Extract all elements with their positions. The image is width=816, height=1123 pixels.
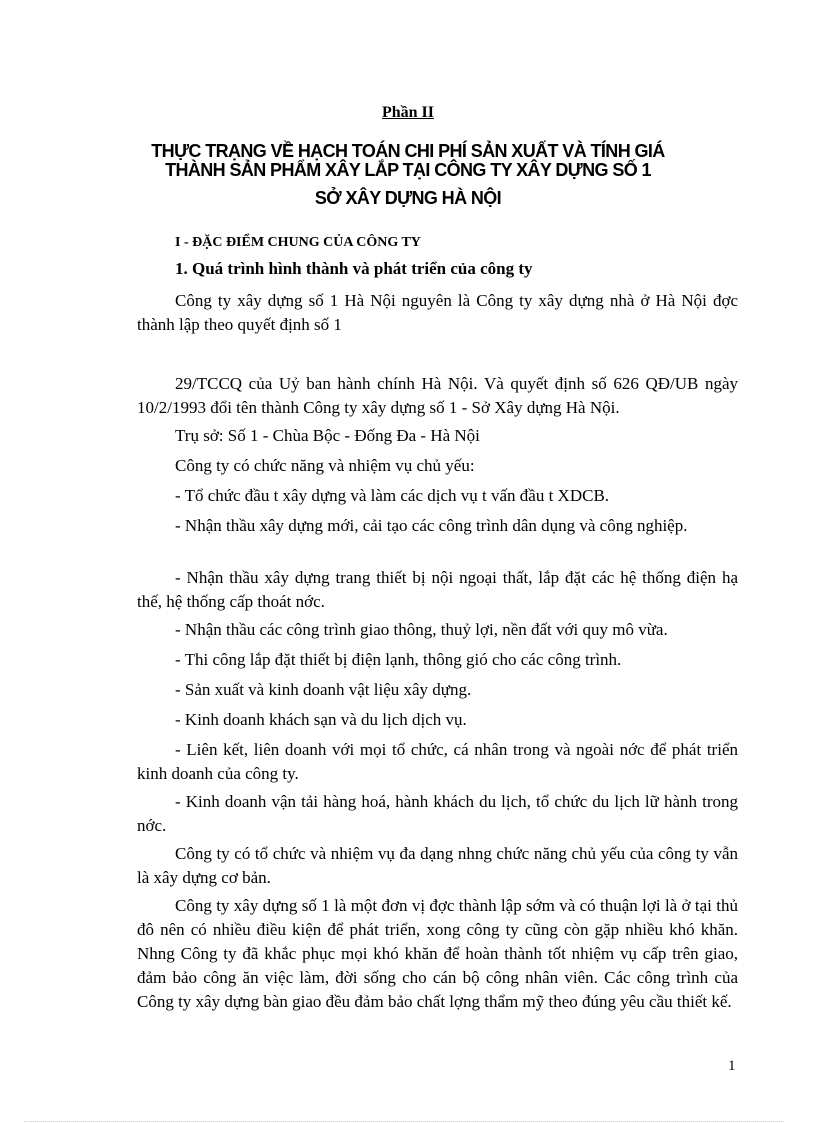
paragraph-headquarters: Trụ sở: Số 1 - Chùa Bộc - Đống Đa - Hà Nội [175,426,480,445]
list-item: - Kinh doanh vận tải hàng hoá, hành khách du lịch, tổ chức du lịch lữ hành trong nớc. [137,792,738,835]
paragraph-decision: 29/TCCQ của Uỷ ban hành chính Hà Nội. Và quyết định số 626 QĐ/UB ngày 10/2/1993 đổi tên thành Công ty xây dựng số 1 - Sở Xây dựng Hà Nội. [137,374,738,417]
list-item: - Nhận thầu xây dựng mới, cải tạo các công trình dân dụng và công nghiệp. [175,516,688,535]
list-item: - Liên kết, liên doanh với mọi tổ chức, cá nhân trong và ngoài nớc để phát triển kinh doanh của công ty. [137,740,738,783]
title-line-3: SỞ XÂY DỰNG HÀ NỘI [314,188,502,208]
page-number: 1 [728,1058,736,1074]
title-line-2: THÀNH SẢN PHẨM XÂY LẮP TẠI CÔNG TY XÂY DỰNG SỐ 1 [165,160,651,180]
part-heading: Phần II [381,104,435,121]
list-item: - Tổ chức đầu t xây dựng và làm các dịch vụ t vấn đầu t XDCB. [175,486,610,505]
subsection-heading: 1. Quá trình hình thành và phát triển của công ty [175,259,533,278]
paragraph-functions-intro: Công ty có chức năng và nhiệm vụ chủ yếu: [175,456,475,475]
list-item: - Sản xuất và kinh doanh vật liệu xây dựng. [175,680,472,699]
paragraph-intro: Công ty xây dựng số 1 Hà Nội nguyên là Công ty xây dựng nhà ở Hà Nội đợc thành lập theo quyết định số 1 [137,291,738,334]
paragraph-summary: Công ty có tổ chức và nhiệm vụ đa dạng nhng chức năng chủ yếu của công ty vẫn là xây dựng cơ bản. [137,844,738,887]
list-item: - Kinh doanh khách sạn và du lịch dịch vụ. [175,710,467,729]
list-item: - Thi công lắp đặt thiết bị điện lạnh, thông gió cho các công trình. [175,650,622,669]
list-item: - Nhận thầu các công trình giao thông, thuỷ lợi, nền đất với quy mô vừa. [175,620,668,639]
section-heading: I - ĐẶC ĐIỂM CHUNG CỦA CÔNG TY [175,235,421,250]
page-bottom-divider [24,1121,784,1122]
list-item: - Nhận thầu xây dựng trang thiết bị nội ngoại thất, lắp đặt các hệ thống điện hạ thế, hệ thống cấp thoát nớc. [137,568,738,611]
paragraph-history: Công ty xây dựng số 1 là một đơn vị đợc thành lập sớm và có thuận lợi là ở tại thủ đô nên có nhiều điều kiện để phát triển, xong công ty cũng còn gặp nhiều khó khăn. Nhng Công ty đã khắc phục mọi khó khăn để hoàn thành tốt nhiệm vụ cấp trên giao, đảm bảo công ăn việc làm, đời sống cho cán bộ công nhân viên. Các công trình của Công ty xây dựng bàn giao đều đảm bảo chất lợng thẩm mỹ theo đúng yêu cầu thiết kế. [137,896,738,1011]
title-line-1: THỰC TRẠNG VỀ HẠCH TOÁN CHI PHÍ SẢN XUẤT VÀ TÍNH GIÁ [151,141,665,161]
